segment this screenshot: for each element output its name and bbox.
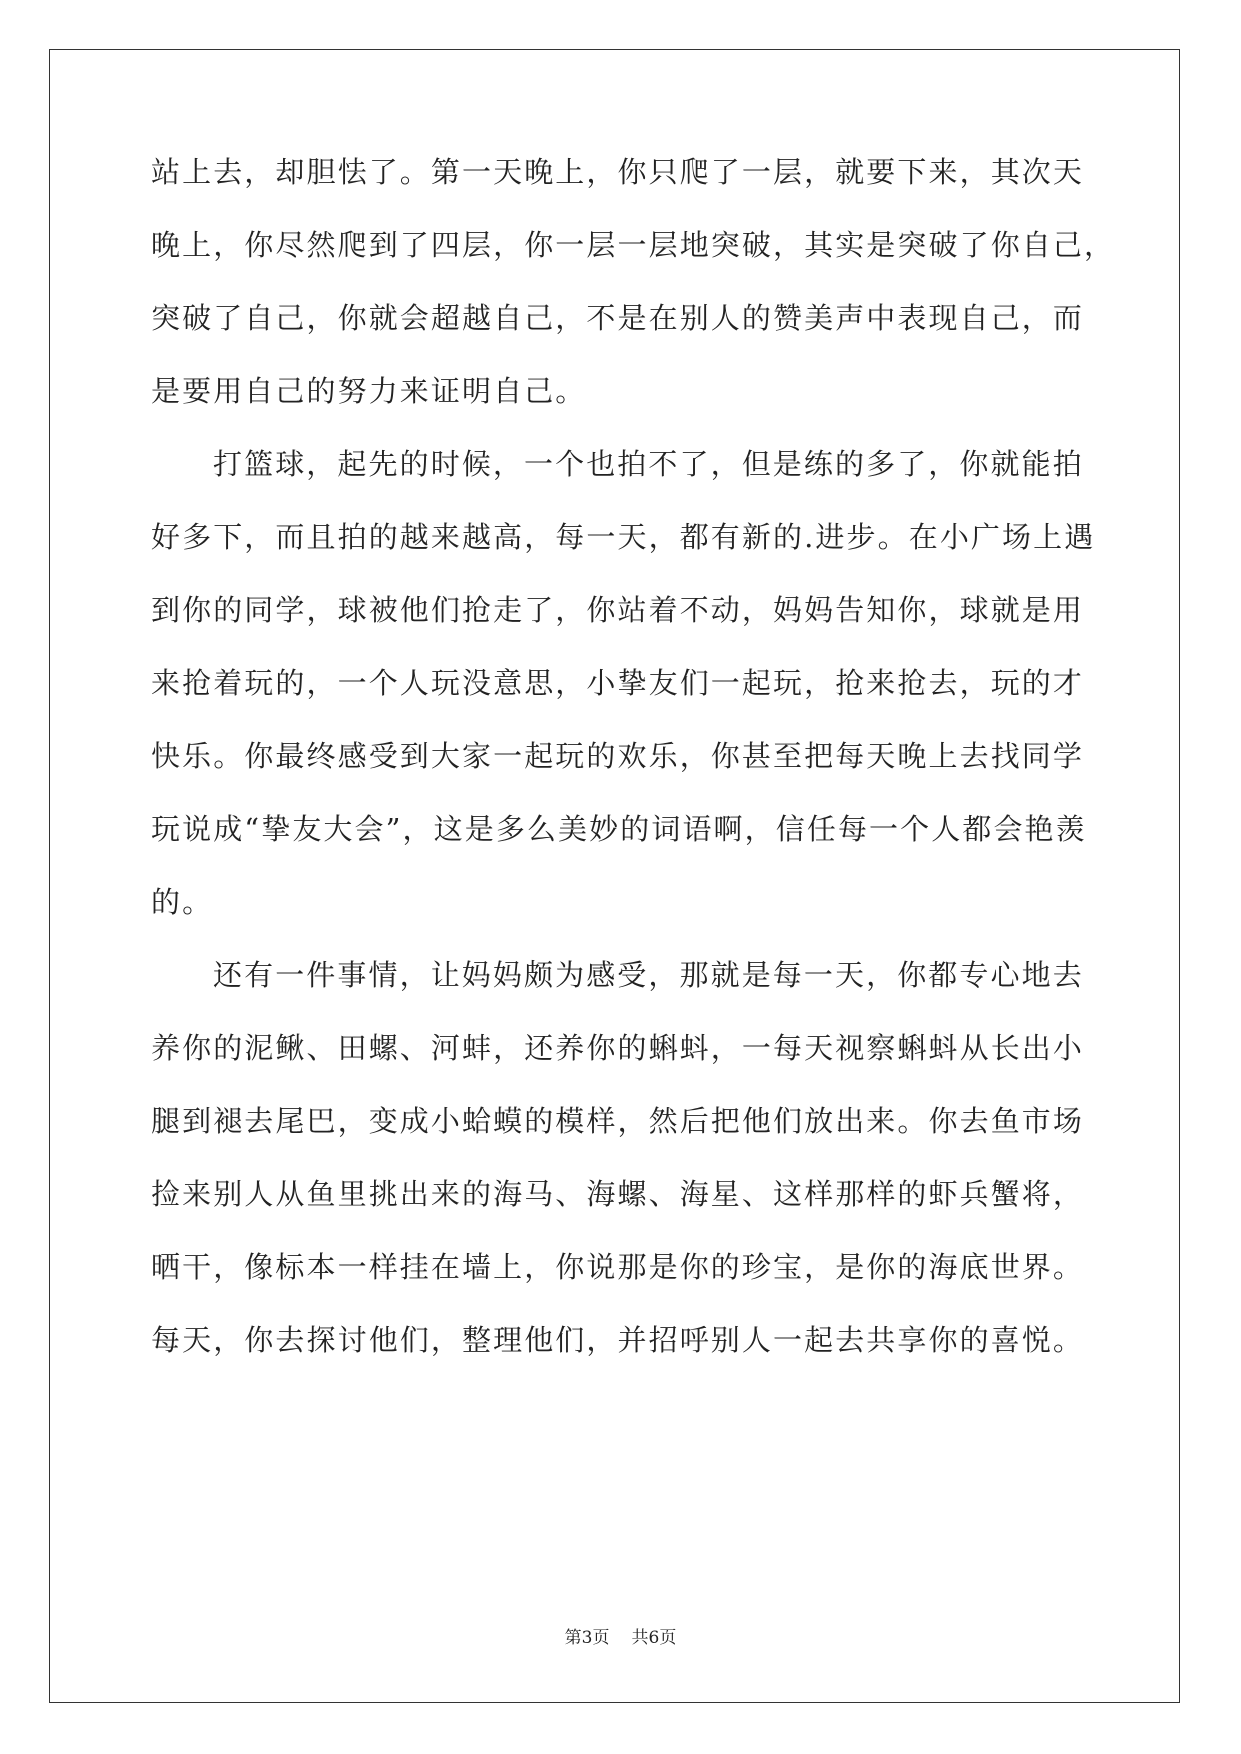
page-number: 第3页 [564,1628,610,1648]
text-line: 来抢着玩的，一个人玩没意思，小挚友们一起玩，抢来抢去，玩的才 [151,666,1085,700]
text-line: 养你的泥鳅、田螺、河蚌，还养你的蝌蚪，一每天视察蝌蚪从长出小 [151,1031,1085,1065]
text-line: 腿到褪去尾巴，变成小蛤蟆的模样，然后把他们放出来。你去鱼市场 [151,1104,1085,1138]
text-line: 到你的同学，球被他们抢走了，你站着不动，妈妈告知你，球就是用 [151,593,1085,627]
text-line: 是要用自己的努力来证明自己。 [151,374,587,408]
text-line: 晒干，像标本一样挂在墙上，你说那是你的珍宝，是你的海底世界。 [151,1250,1085,1284]
text-line: 打篮球，起先的时候，一个也拍不了，但是练的多了，你就能拍 [213,447,1084,481]
text-line: 的。 [151,885,214,919]
text-line: 晚上，你尽然爬到了四层，你一层一层地突破，其实是突破了你自己， [151,228,1116,262]
text-line: 每天，你去探讨他们，整理他们，并招呼别人一起去共享你的喜悦。 [151,1323,1085,1357]
text-line: 好多下，而且拍的越来越高，每一天，都有新的.进步。在小广场上遇 [151,520,1096,554]
text-line: 捡来别人从鱼里挑出来的海马、海螺、海星、这样那样的虾兵蟹将， [151,1177,1085,1211]
page-total: 共6页 [631,1628,677,1648]
text-line: 还有一件事情，让妈妈颇为感受，那就是每一天，你都专心地去 [213,958,1084,992]
text-line: 站上去，却胆怯了。第一天晚上，你只爬了一层，就要下来，其次天 [151,155,1085,189]
page-footer [0,1623,1241,1648]
text-line: 突破了自己，你就会超越自己，不是在别人的赞美声中表现自己，而 [151,301,1085,335]
text-line: 快乐。你最终感受到大家一起玩的欢乐，你甚至把每天晚上去找同学 [151,739,1085,773]
text-line: 玩说成“挚友大会”，这是多么美妙的词语啊，信任每一个人都会艳羡 [151,812,1087,846]
